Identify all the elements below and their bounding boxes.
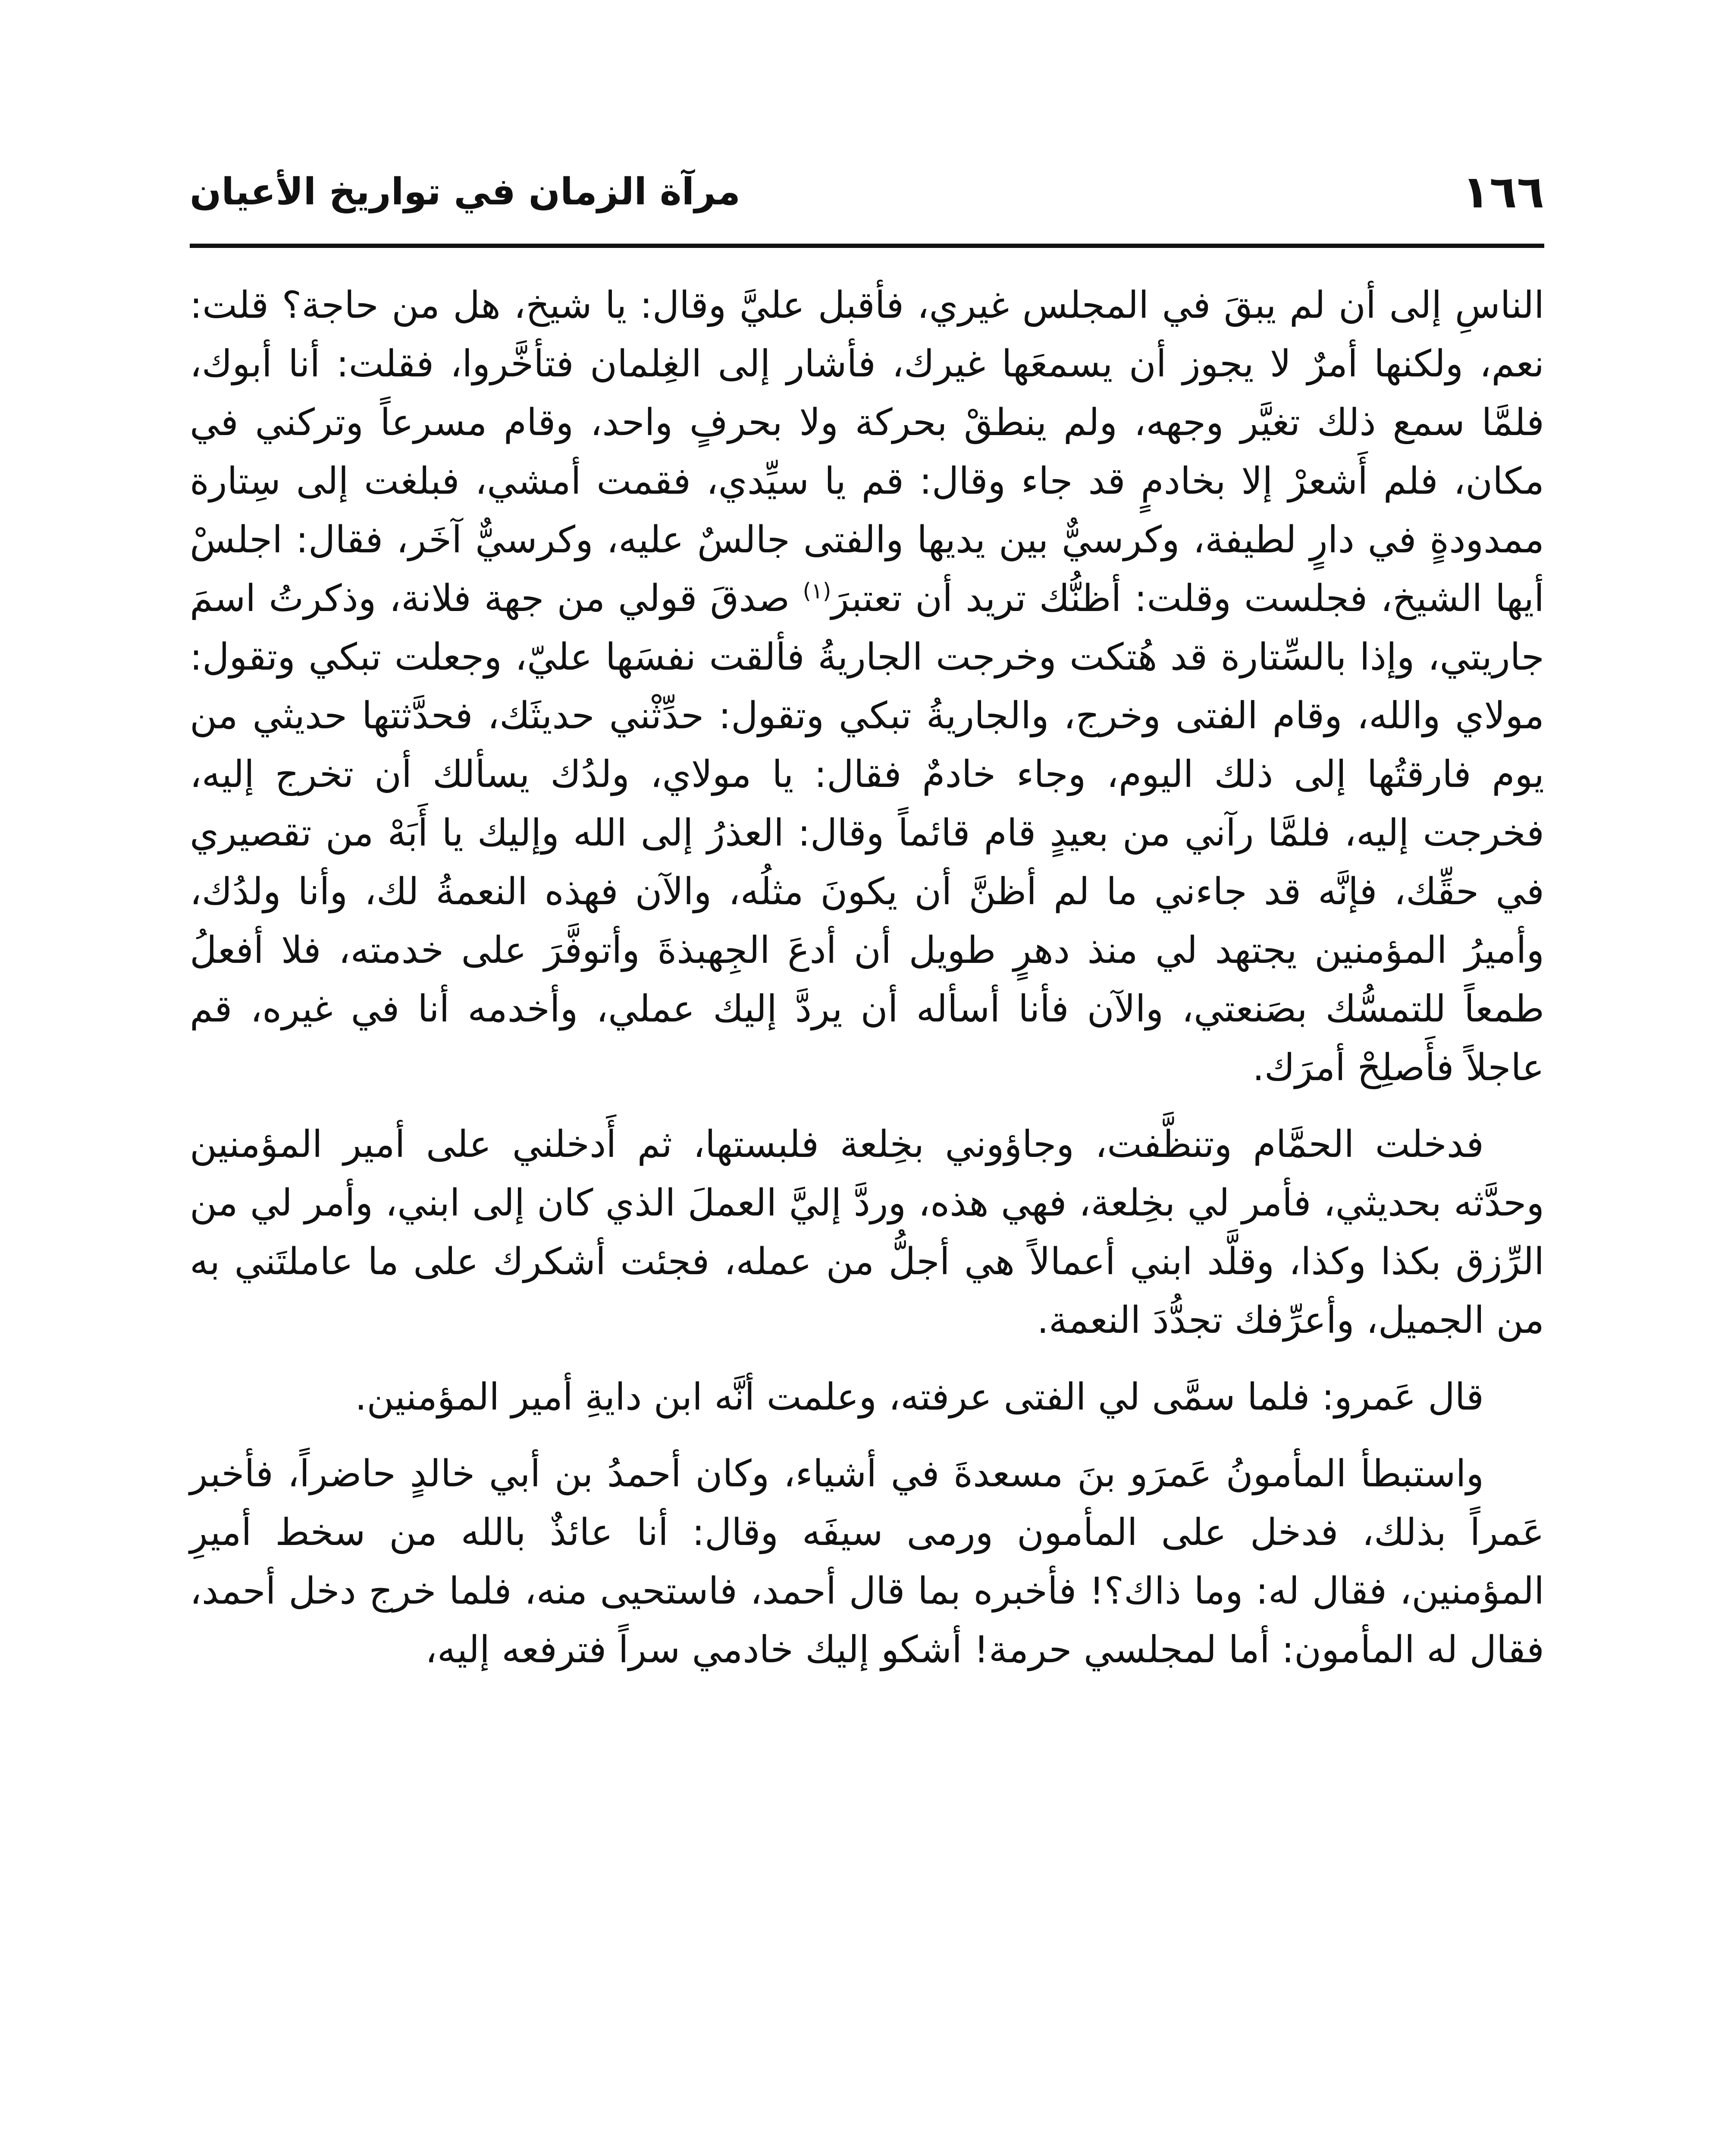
paragraph (190, 276, 1544, 1097)
paragraph: واستبطأ المأمونُ عَمرَو بنَ مسعدةَ في أشياء، وكان أحمدُ بن أبي خالدٍ حاضراً، فأخبر عَمراً بذلك، فدخل على المأمون ورمى سيفَه وقال: أنا عائذٌ بالله من سخط أميرِ المؤمنين، فقال له: وما ذاك؟! فأخبره بما قال أحمد، فاستحيى منه، فلما خرج دخل أحمد، فقال له المأمون: أما لمجلسي حرمة! أشكو إليك خادمي سراً فترفعه إليه، (190, 1452, 1544, 1671)
page-header (190, 160, 1544, 224)
body-text (190, 276, 1544, 1679)
header-rule (190, 244, 1544, 248)
footnote-reference: (١) (803, 578, 831, 604)
paragraph-text: صدقَ قولي من جهة فلانة، وذكرتُ اسمَ جاريتي، وإذا بالسِّتارة قد هُتكت وخرجت الجاريةُ فألقت نفسَها عليّ، وجعلت تبكي وتقول: مولاي والله، وقام الفتى وخرج، والجاريةُ تبكي وتقول: حدِّثْني حديثَك، فحدَّثتها حديثي من يوم فارقتُها إلى ذلك اليوم، وجاء خادمٌ فقال: يا مولاي، ولدُك يسألك أن تخرج إليه، فخرجت إليه، فلمَّا رآني من بعيدٍ قام قائماً وقال: العذرُ إلى الله وإليك يا أَبَهْ من تقصيري في حقِّك، فإنَّه قد جاءني ما لم أظنَّ أن يكونَ مثلُه، والآن فهذه النعمةُ لك، وأنا ولدُك، وأميرُ المؤمنين يجتهد لي منذ دهرٍ طويل أن أدعَ الجِهبذةَ وأتوفَّرَ على خدمته، فلا أفعلُ طمعاً للتمسُّك بصَنعتي، والآن فأنا أسأله أن يردَّ إليك عملي، وأخدمه أنا في غيره، قم عاجلاً فأَصلِحْ أمرَك. (190, 577, 1544, 1089)
paragraph-text: الناسِ إلى أن لم يبقَ في المجلس غيري، فأقبل عليَّ وقال: يا شيخ، هل من حاجة؟ قلت: نعم، ولكنها أمرٌ لا يجوز أن يسمعَها غيرك، فأشار إلى الغِلمان فتأخَّروا، فقلت: أنا أبوك، فلمَّا سمع ذلك تغيَّر وجهه، ولم ينطقْ بحركة ولا بحرفٍ واحد، وقام مسرعاً وتركني في مكان، فلم أَشعرْ إلا بخادمٍ قد جاء وقال: قم يا سيِّدي، فقمت أمشي، فبلغت إلى سِتارة ممدودةٍ في دارٍ لطيفة، وكرسيٌّ بين يديها والفتى جالسٌ عليه، وكرسيٌّ آخَر، فقال: اجلسْ أيها الشيخ، فجلست وقلت: أظنُّك تريد أن تعتبرَ (190, 284, 1544, 620)
page-number: ١٦٦ (1462, 166, 1544, 218)
paragraph: فدخلت الحمَّام وتنظَّفت، وجاؤوني بخِلعة فلبستها، ثم أَدخلني على أمير المؤمنين وحدَّثه بحديثي، فأمر لي بخِلعة، فهي هذه، وردَّ إليَّ العملَ الذي كان إلى ابني، وأمر لي من الرِّزق بكذا وكذا، وقلَّد ابني أعمالاً هي أجلُّ من عمله، فجئت أشكرك على ما عاملتَني به من الجميل، وأعرِّفك تجدُّدَ النعمة. (190, 1123, 1544, 1342)
paragraph: قال عَمرو: فلما سمَّى لي الفتى عرفته، وعلمت أنَّه ابن دايةِ أمير المؤمنين. (355, 1376, 1484, 1419)
running-title: مرآة الزمان في تواريخ الأعيان (190, 170, 740, 213)
